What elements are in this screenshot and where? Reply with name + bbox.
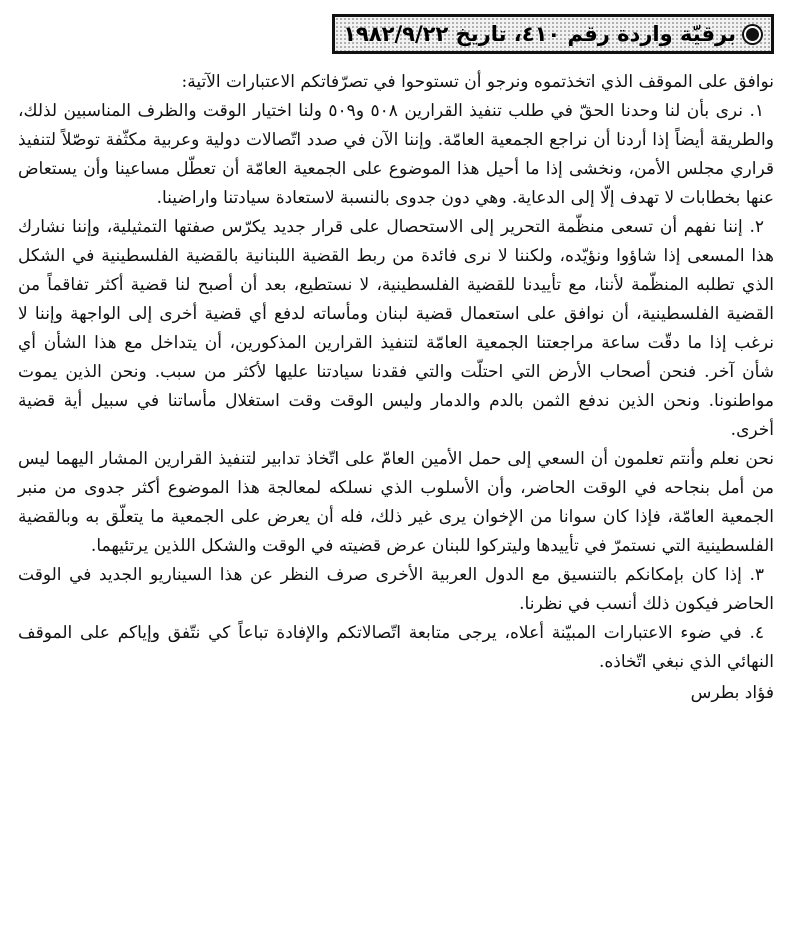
telegram-header [18, 14, 774, 54]
telegram-title: برقيّة واردة رقم ٤١٠، تاريخ ١٩٨٢/٩/٢٢ [343, 22, 736, 46]
document [18, 14, 774, 708]
paragraph-2: ٢. إننا نفهم أن تسعى منظّمة التحرير إلى الاستحصال على قرار جديد يكرّس صفتها التمثيلية، وإننا نشارك هذا المسعى إذا شاؤوا ونؤيّده، ولكننا لا نرى فائدة من ربط القضية اللبنانية بالقضية الفلسطينية في الشكل الذي تطلبه المنظّمة لأننا، مع تأييدنا للقضية الفلسطينية، لا نستطيع، بعد أن أصبح لنا قضية أكثر تفاقماً من القضية الفلسطينية، أن نوافق على استعمال قضية لبنان ومأساته لدفع أي قضية أخرى إلى الواجهة وإننا لا نرغب إذا ما دقّت ساعة مراجعتنا الجمعية العامّة لتنفيذ القرارين المذكورين، أن يتداخل مع هذا الشأن أي شأن آخر. فنحن أصحاب الأرض التي احتلّت والتي فقدنا سيادتنا عليها لأكثر من سبب. ونحن الذين يموت مواطنونا. ونحن الذين ندفع الثمن بالدم والدمار وليس الوقت وقت استغلال مأساتنا في سبيل أية قضية أخرى. [18, 217, 774, 440]
paragraph-4: ٣. إذا كان بإمكانكم بالتنسيق مع الدول العربية الأخرى صرف النظر عن هذا السيناريو الجديد في الوقت الحاضر فيكون ذلك أنسب في نظرنا. [18, 565, 774, 614]
signature: فؤاد بطرس [690, 683, 774, 703]
paragraph-5: ٤. في ضوء الاعتبارات المبيّنة أعلاه، يرجى متابعة اتّصالاتكم والإفادة تباعاً كي نتّفق وإياكم على الموقف النهائي الذي نبغي اتّخاذه. [18, 623, 774, 672]
bullet-icon [744, 26, 761, 43]
header-box [332, 14, 774, 54]
paragraph-3: نحن نعلم وأنتم تعلمون أن السعي إلى حمل الأمين العامّ على اتّخاذ تدابير لتنفيذ القرارين المشار اليهما ليس من أمل بنجاحه في الوقت الحاضر، وأن الأسلوب الذي نسلكه لمعالجة هذا الموضوع أكثر جدوى من منبر الجمعية العامّة، فإذا كان سوانا من الإخوان يرى غير ذلك، فله أن يعرض على الجمعية ما يتعلّق به وبالقضية الفلسطينية التي نستمرّ في تأييدها وليتركوا للبنان عرض قضيته في الوقت والشكل اللذين يرتئيهما. [18, 449, 774, 556]
intro-paragraph: نوافق على الموقف الذي اتخذتموه ونرجو أن تستوحوا في تصرّفاتكم الاعتبارات الآتية: [181, 72, 774, 92]
paragraph-1: ١. نرى بأن لنا وحدنا الحقّ في طلب تنفيذ القرارين ٥٠٨ و٥٠٩ ولنا اختيار الوقت والظرف المناسبين لذلك، والطريقة أيضاً إذا أردنا أن نراجع الجمعية العامّة. وإننا الآن في صدد اتّصالات دولية وعربية مكثّفة توصّلاً لتنفيذ قراري مجلس الأمن، ونخشى إذا ما أحيل هذا الموضوع على الجمعية العامّة أن تعطّل مساعينا وأن يستعاض عنها بخطابات لا تهدف إلّا إلى الدعاية. وهي دون جدوى بالنسبة لاستعادة سيادتنا واراضينا. [18, 101, 774, 208]
